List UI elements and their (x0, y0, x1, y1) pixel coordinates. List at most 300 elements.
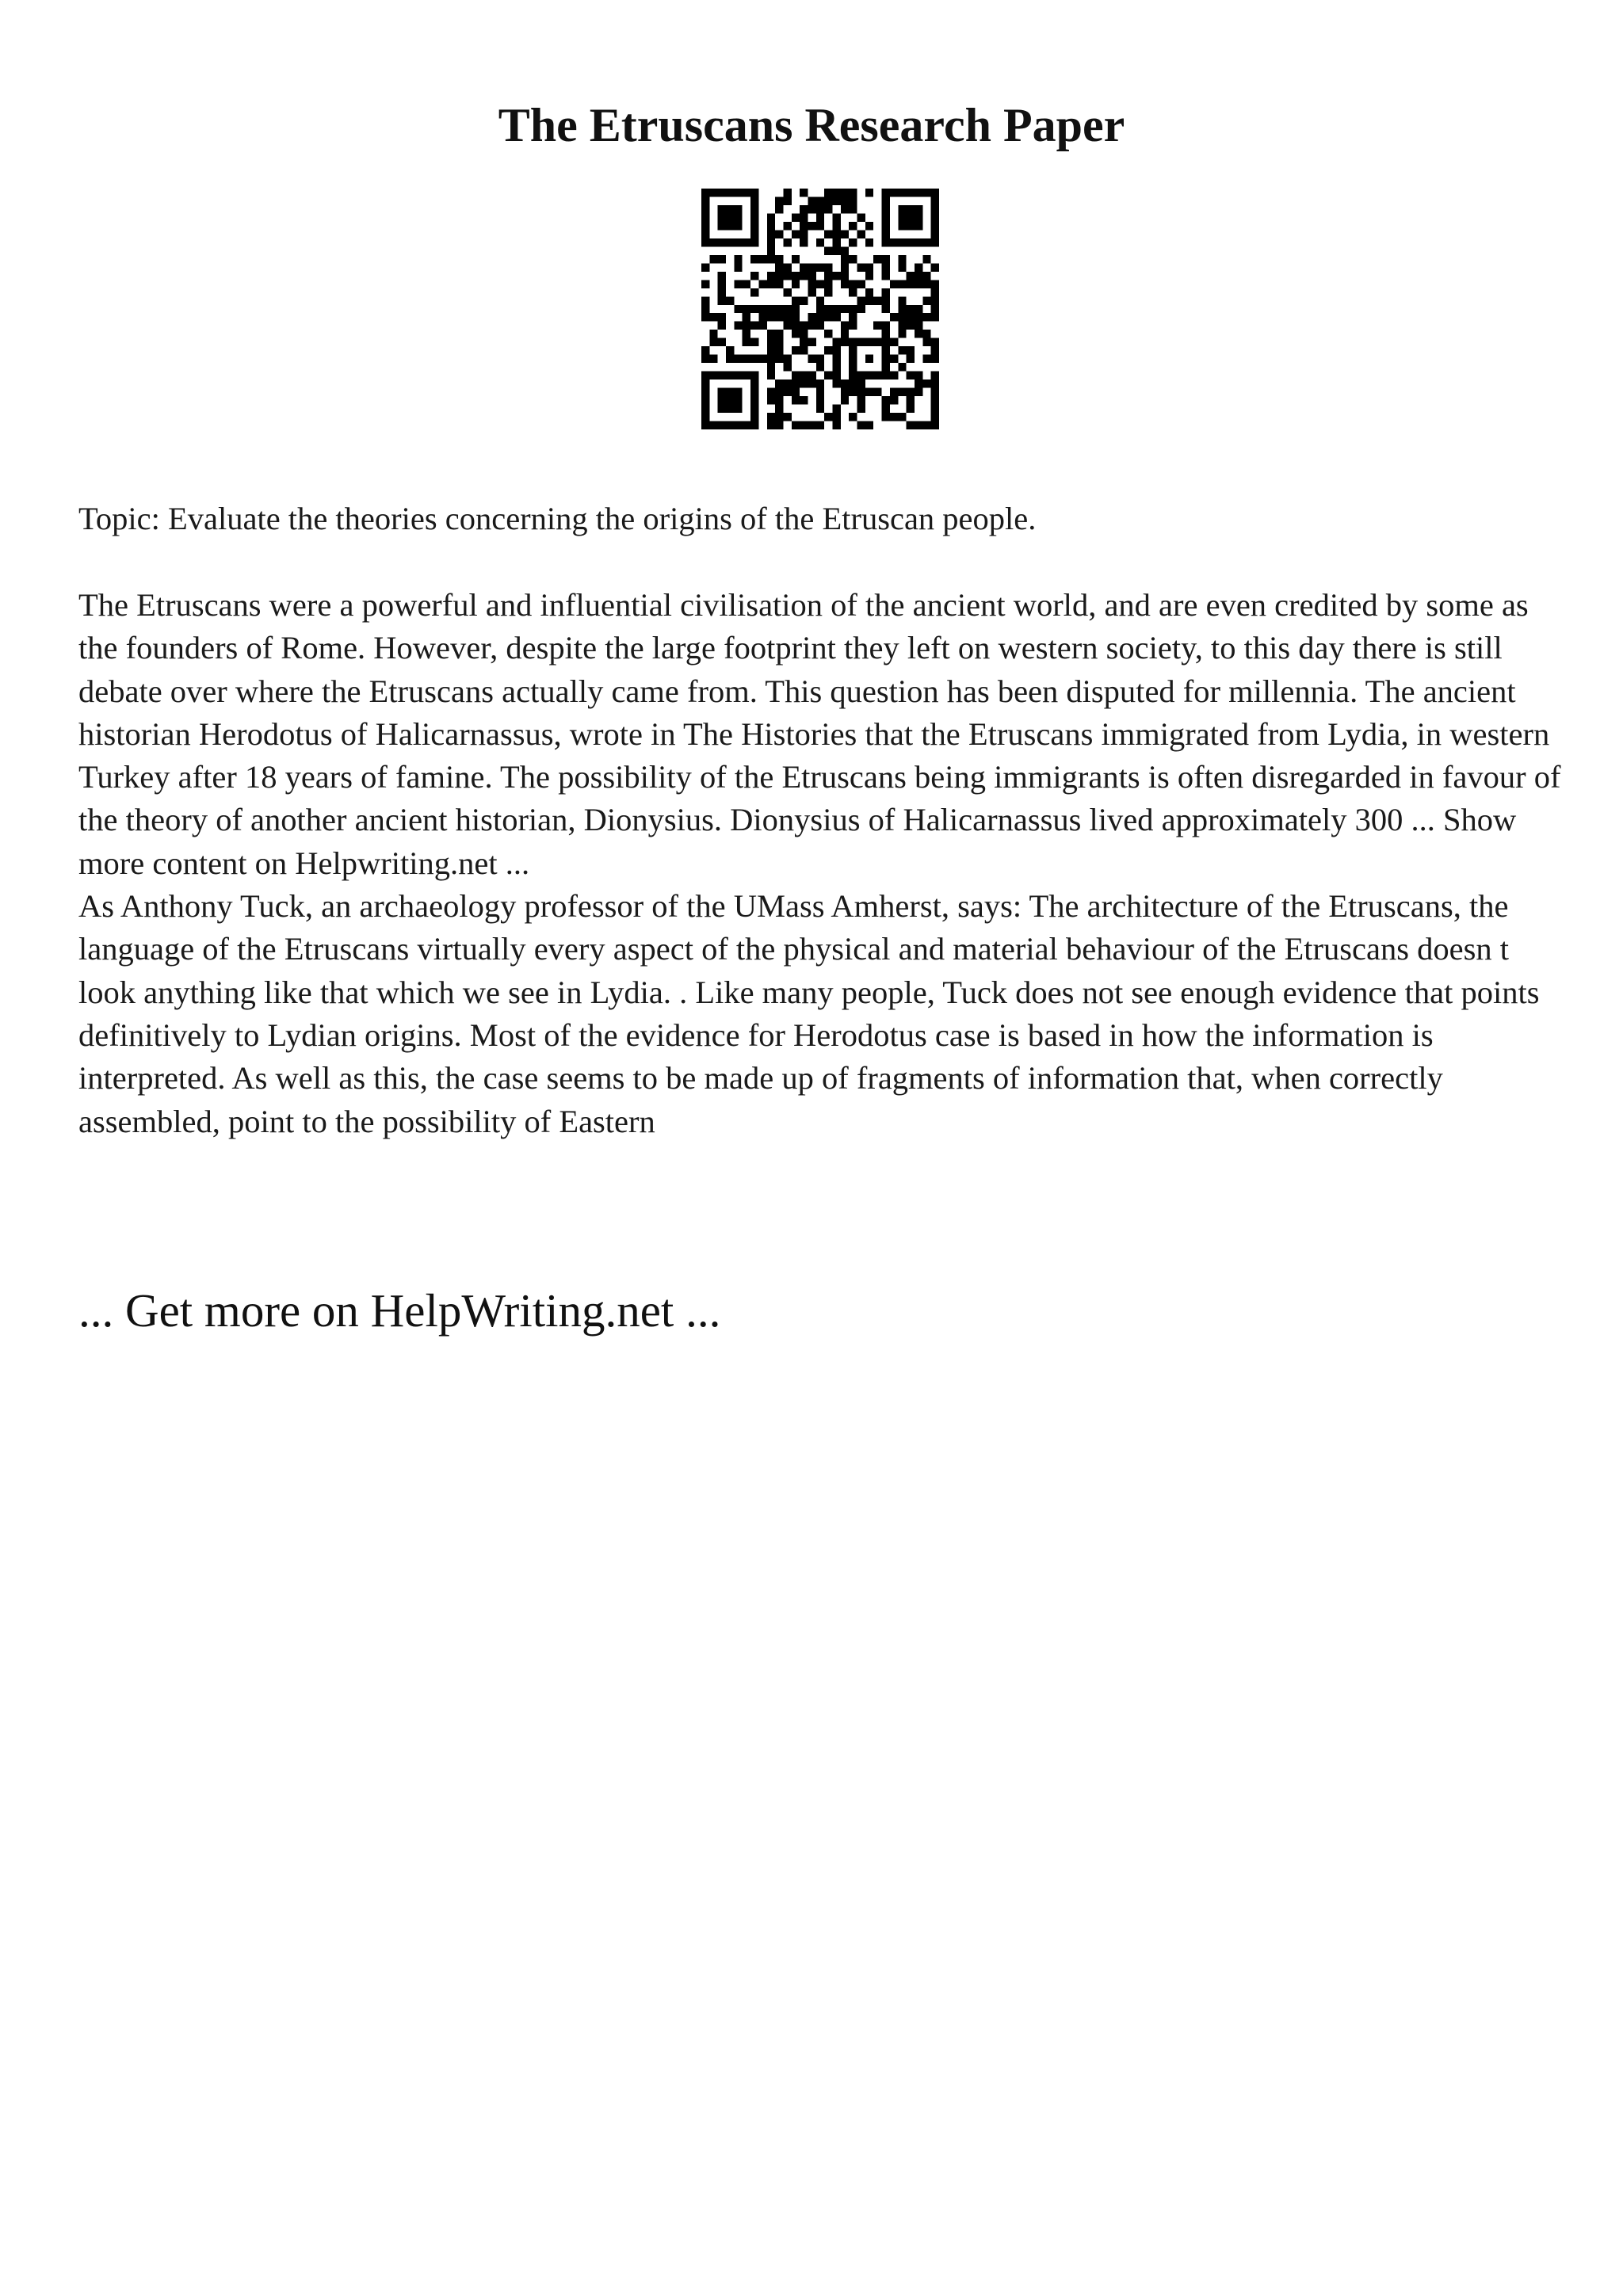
qr-module (882, 363, 890, 371)
qr-module (701, 396, 709, 404)
qr-module (718, 238, 726, 246)
qr-module (758, 313, 766, 321)
qr-module (734, 213, 742, 221)
qr-module (800, 396, 808, 404)
qr-module (915, 330, 922, 338)
qr-module (816, 322, 824, 330)
qr-module (767, 255, 775, 263)
qr-module (841, 388, 849, 396)
qr-module (800, 372, 808, 379)
qr-module (726, 421, 734, 429)
qr-module (701, 230, 709, 238)
qr-module (915, 379, 922, 387)
qr-module (767, 421, 775, 429)
qr-module (775, 255, 783, 263)
qr-module (816, 280, 824, 288)
qr-code-icon[interactable] (701, 189, 939, 429)
qr-module (898, 388, 906, 396)
qr-module (890, 372, 898, 379)
qr-module (833, 413, 841, 421)
qr-module (824, 330, 832, 338)
qr-module (734, 205, 742, 213)
qr-module (800, 189, 808, 196)
qr-module (767, 363, 775, 371)
qr-module (857, 263, 865, 271)
qr-module (816, 363, 824, 371)
qr-module (931, 288, 939, 296)
qr-module (849, 313, 857, 321)
qr-module (907, 280, 915, 288)
qr-module (718, 372, 726, 379)
qr-module (726, 222, 734, 230)
qr-module (907, 238, 915, 246)
qr-module (709, 330, 717, 338)
qr-module (701, 372, 709, 379)
qr-module (898, 280, 906, 288)
qr-module (701, 222, 709, 230)
qr-module (833, 379, 841, 387)
qr-module (824, 413, 832, 421)
qr-module (767, 338, 775, 346)
qr-module (873, 255, 881, 263)
qr-module (865, 222, 873, 230)
qr-module (824, 313, 832, 321)
qr-module (783, 238, 791, 246)
qr-module (767, 238, 775, 246)
qr-module (931, 189, 939, 196)
qr-module (849, 355, 857, 363)
qr-module (915, 238, 922, 246)
qr-module (800, 213, 808, 221)
qr-module (898, 263, 906, 271)
qr-module (833, 305, 841, 313)
qr-module (775, 330, 783, 338)
qr-module (915, 372, 922, 379)
qr-module (718, 288, 726, 296)
qr-module (800, 346, 808, 354)
qr-module (808, 379, 815, 387)
qr-module (792, 280, 800, 288)
qr-module (800, 230, 808, 238)
qr-module (750, 222, 758, 230)
qr-module (931, 238, 939, 246)
qr-module (882, 272, 890, 280)
qr-module (857, 405, 865, 413)
qr-module (907, 421, 915, 429)
qr-module (816, 238, 824, 246)
qr-module (718, 405, 726, 413)
qr-module (882, 222, 890, 230)
qr-module (922, 272, 930, 280)
qr-module (701, 346, 709, 354)
qr-module (750, 379, 758, 387)
qr-module (865, 288, 873, 296)
qr-module (743, 313, 750, 321)
qr-module (701, 413, 709, 421)
qr-module (873, 322, 881, 330)
qr-module (882, 355, 890, 363)
qr-module (709, 372, 717, 379)
qr-module (865, 263, 873, 271)
qr-module (816, 222, 824, 230)
topic-line: Topic: Evaluate the theories concerning the origins of the Etruscan people. (78, 501, 1037, 536)
qr-module (898, 255, 906, 263)
qr-module (783, 388, 791, 396)
qr-module (734, 305, 742, 313)
qr-module (734, 263, 742, 271)
qr-module (882, 189, 890, 196)
qr-module (849, 222, 857, 230)
qr-module (767, 388, 775, 396)
qr-module (915, 313, 922, 321)
qr-module (931, 313, 939, 321)
qr-module (734, 355, 742, 363)
qr-module (882, 213, 890, 221)
qr-module (701, 263, 709, 271)
qr-module (718, 280, 726, 288)
qr-module (907, 189, 915, 196)
qr-module (783, 222, 791, 230)
qr-module (922, 379, 930, 387)
qr-module (841, 280, 849, 288)
qr-module (701, 205, 709, 213)
qr-module (800, 296, 808, 304)
qr-module (915, 222, 922, 230)
qr-module (922, 296, 930, 304)
qr-module (882, 230, 890, 238)
qr-module (701, 405, 709, 413)
qr-module (800, 421, 808, 429)
qr-module (931, 305, 939, 313)
qr-module (898, 313, 906, 321)
qr-module (922, 355, 930, 363)
qr-module (824, 272, 832, 280)
qr-module (882, 396, 890, 404)
qr-module (849, 346, 857, 354)
qr-module (734, 405, 742, 413)
qr-module (734, 238, 742, 246)
qr-module (857, 213, 865, 221)
qr-module (775, 313, 783, 321)
get-more-link[interactable]: ... Get more on HelpWriting.net ... (78, 1284, 721, 1337)
qr-module (833, 363, 841, 371)
qr-module (824, 346, 832, 354)
qr-module (907, 272, 915, 280)
qr-module (775, 379, 783, 387)
qr-module (808, 280, 815, 288)
qr-module (882, 288, 890, 296)
qr-module (750, 322, 758, 330)
qr-module (775, 396, 783, 404)
qr-module (750, 355, 758, 363)
qr-module (865, 355, 873, 363)
qr-module (767, 222, 775, 230)
qr-module (931, 213, 939, 221)
qr-module (750, 255, 758, 263)
qr-module (718, 421, 726, 429)
qr-module (800, 272, 808, 280)
qr-module (857, 421, 865, 429)
qr-module (767, 272, 775, 280)
qr-module (734, 255, 742, 263)
qr-module (800, 330, 808, 338)
qr-module (800, 238, 808, 246)
qr-module (816, 313, 824, 321)
qr-module (775, 280, 783, 288)
qr-module (857, 388, 865, 396)
qr-module (767, 396, 775, 404)
qr-module (783, 263, 791, 271)
qr-module (750, 213, 758, 221)
qr-module (767, 305, 775, 313)
qr-module (701, 421, 709, 429)
qr-module (726, 296, 734, 304)
qr-module (898, 413, 906, 421)
qr-module (718, 213, 726, 221)
qr-module (841, 189, 849, 196)
qr-module (849, 372, 857, 379)
qr-module (792, 346, 800, 354)
qr-module (833, 355, 841, 363)
qr-module (890, 280, 898, 288)
qr-module (931, 205, 939, 213)
qr-module (775, 205, 783, 213)
qr-module (709, 338, 717, 346)
qr-module (824, 263, 832, 271)
qr-module (857, 230, 865, 238)
qr-module (701, 296, 709, 304)
qr-module (849, 255, 857, 263)
qr-module (898, 205, 906, 213)
qr-module (833, 272, 841, 280)
qr-module (743, 355, 750, 363)
qr-module (758, 322, 766, 330)
qr-module (915, 205, 922, 213)
qr-module (701, 379, 709, 387)
qr-module (726, 346, 734, 354)
qr-module (726, 238, 734, 246)
qr-module (898, 346, 906, 354)
qr-module (824, 246, 832, 254)
qr-module (701, 355, 709, 363)
qr-module (849, 379, 857, 387)
qr-module (833, 313, 841, 321)
qr-module (758, 280, 766, 288)
qr-module (882, 346, 890, 354)
qr-module (783, 272, 791, 280)
qr-module (857, 396, 865, 404)
qr-module (775, 263, 783, 271)
qr-module (792, 296, 800, 304)
qr-module (824, 305, 832, 313)
qr-module (734, 372, 742, 379)
qr-module (857, 280, 865, 288)
qr-module (931, 230, 939, 238)
qr-module (824, 288, 832, 296)
qr-module (841, 196, 849, 204)
qr-module (833, 189, 841, 196)
qr-module (792, 230, 800, 238)
qr-module (792, 213, 800, 221)
qr-module (767, 280, 775, 288)
qr-module (833, 405, 841, 413)
qr-module (931, 372, 939, 379)
qr-module (849, 280, 857, 288)
qr-module (816, 355, 824, 363)
qr-module (775, 421, 783, 429)
qr-module (882, 413, 890, 421)
qr-module (931, 379, 939, 387)
qr-module (800, 379, 808, 387)
qr-module (718, 396, 726, 404)
qr-module (849, 363, 857, 371)
qr-module (750, 338, 758, 346)
qr-module (750, 421, 758, 429)
qr-module (767, 230, 775, 238)
qr-module (907, 205, 915, 213)
qr-module (922, 330, 930, 338)
qr-module (873, 296, 881, 304)
qr-module (750, 305, 758, 313)
qr-module (931, 338, 939, 346)
qr-module (734, 189, 742, 196)
qr-module (767, 372, 775, 379)
qr-module (865, 421, 873, 429)
qr-module (849, 238, 857, 246)
qr-module (726, 388, 734, 396)
qr-module (833, 222, 841, 230)
qr-module (922, 338, 930, 346)
qr-module (849, 189, 857, 196)
qr-module (701, 388, 709, 396)
qr-module (915, 421, 922, 429)
qr-module (890, 238, 898, 246)
qr-module (743, 330, 750, 338)
qr-module (898, 363, 906, 371)
qr-module (734, 388, 742, 396)
qr-module (865, 238, 873, 246)
qr-module (709, 355, 717, 363)
qr-module (865, 189, 873, 196)
qr-module (767, 330, 775, 338)
qr-module (750, 230, 758, 238)
qr-module (775, 272, 783, 280)
qr-module (833, 346, 841, 354)
qr-module (775, 196, 783, 204)
qr-module (758, 305, 766, 313)
qr-module (750, 288, 758, 296)
qr-module (808, 272, 815, 280)
qr-module (718, 255, 726, 263)
qr-module (833, 246, 841, 254)
qr-module (783, 305, 791, 313)
qr-module (898, 322, 906, 330)
qr-module (808, 288, 815, 296)
qr-module (882, 322, 890, 330)
qr-module (915, 305, 922, 313)
qr-module (915, 322, 922, 330)
qr-module (824, 196, 832, 204)
qr-module (849, 338, 857, 346)
qr-module (750, 372, 758, 379)
qr-module (841, 263, 849, 271)
qr-module (792, 305, 800, 313)
qr-module (767, 313, 775, 321)
qr-module (833, 230, 841, 238)
qr-module (882, 196, 890, 204)
qr-module (857, 296, 865, 304)
qr-module (750, 396, 758, 404)
qr-module (865, 296, 873, 304)
qr-module (824, 372, 832, 379)
qr-module (750, 189, 758, 196)
qr-module (890, 355, 898, 363)
qr-module (792, 255, 800, 263)
qr-module (907, 405, 915, 413)
qr-module (882, 405, 890, 413)
qr-module (890, 189, 898, 196)
qr-module (743, 238, 750, 246)
qr-module (865, 372, 873, 379)
qr-module (833, 372, 841, 379)
qr-module (907, 355, 915, 363)
qr-module (907, 346, 915, 354)
qr-module (841, 322, 849, 330)
qr-module (701, 238, 709, 246)
qr-module (750, 196, 758, 204)
qr-module (915, 280, 922, 288)
qr-module (816, 213, 824, 221)
qr-module (775, 230, 783, 238)
qr-module (931, 413, 939, 421)
qr-module (841, 246, 849, 254)
qr-module (775, 355, 783, 363)
qr-module (907, 222, 915, 230)
qr-module (701, 189, 709, 196)
qr-module (898, 330, 906, 338)
qr-module (775, 405, 783, 413)
qr-module (931, 263, 939, 271)
qr-module (931, 405, 939, 413)
qr-module (849, 413, 857, 421)
qr-module (922, 313, 930, 321)
qr-module (783, 313, 791, 321)
qr-module (816, 421, 824, 429)
qr-module (841, 330, 849, 338)
qr-module (907, 213, 915, 221)
qr-module (743, 322, 750, 330)
qr-module (931, 388, 939, 396)
qr-module (882, 205, 890, 213)
qr-module (726, 355, 734, 363)
body-text (78, 584, 1568, 1143)
qr-module (792, 388, 800, 396)
qr-module (775, 338, 783, 346)
qr-module (816, 205, 824, 213)
qr-module (841, 396, 849, 404)
qr-module (783, 288, 791, 296)
qr-module (857, 372, 865, 379)
qr-module (792, 421, 800, 429)
qr-module (898, 305, 906, 313)
qr-module (701, 305, 709, 313)
qr-module (709, 313, 717, 321)
qr-module (931, 280, 939, 288)
qr-module (734, 396, 742, 404)
qr-module (833, 213, 841, 221)
qr-module (726, 213, 734, 221)
qr-module (808, 196, 815, 204)
